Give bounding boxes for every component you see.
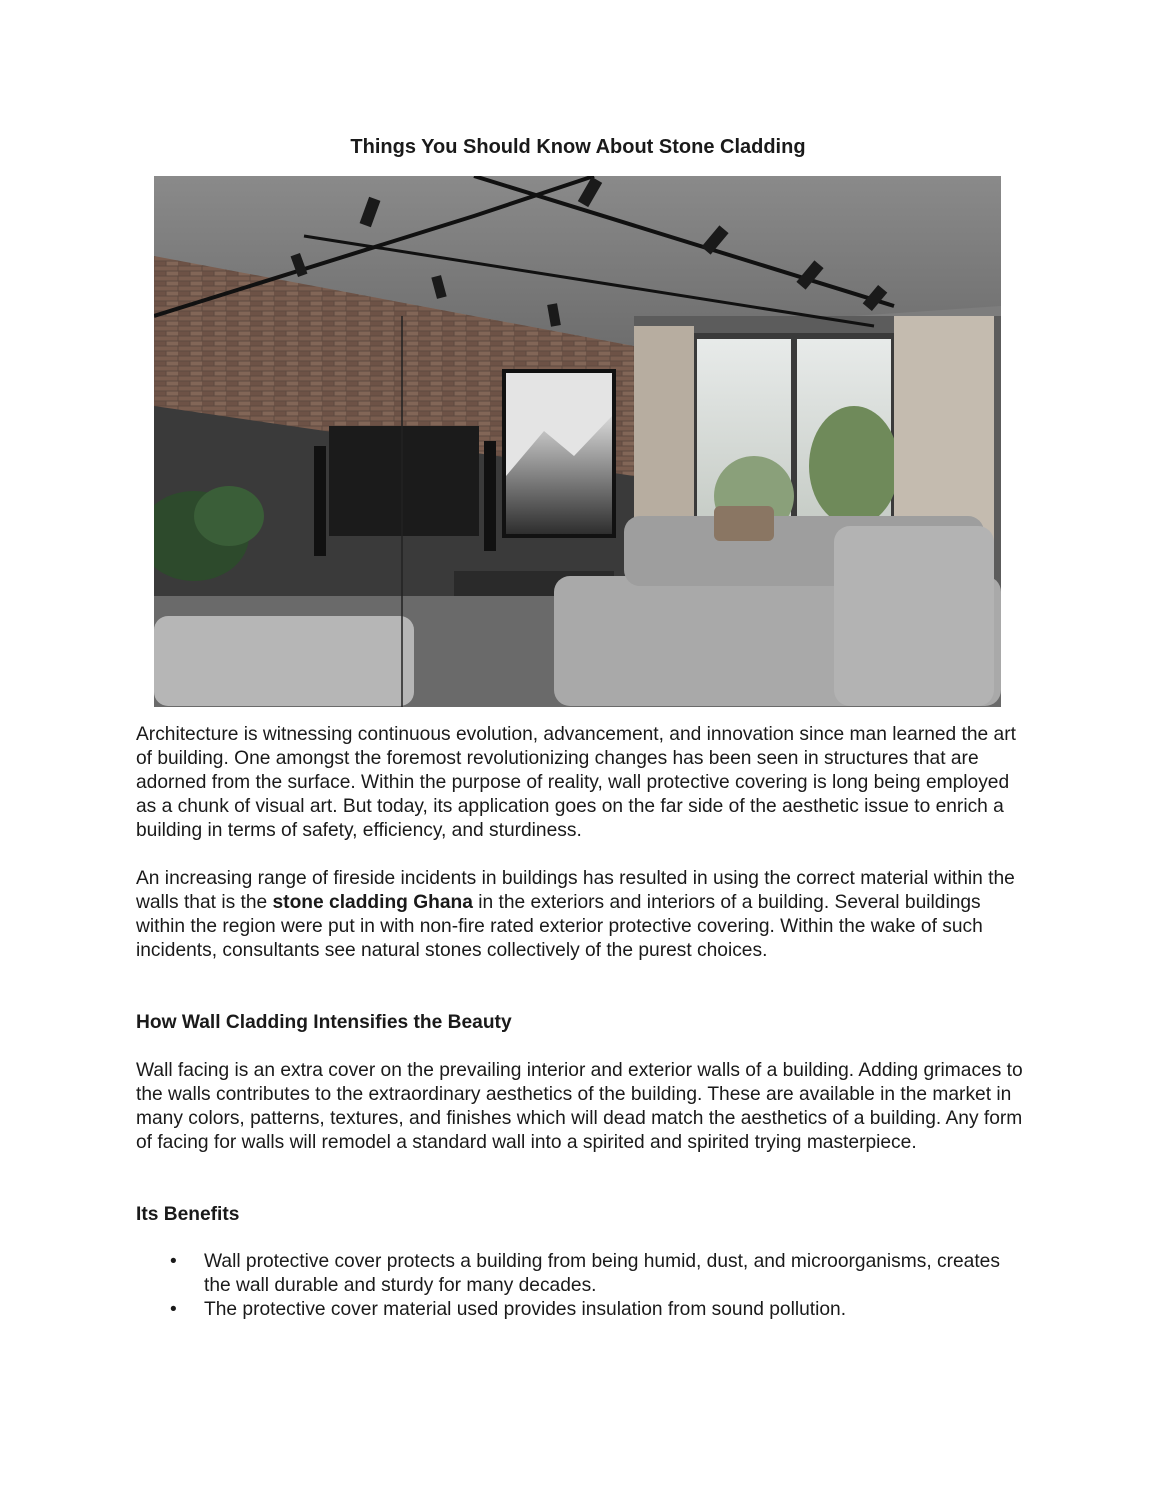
paragraph-fire-incidents xyxy=(136,867,1026,963)
heading-benefits: Its Benefits xyxy=(136,1204,240,1225)
living-room-illustration xyxy=(154,176,1001,707)
page-title: Things You Should Know About Stone Cladding xyxy=(350,136,806,158)
paragraph-2-after: in the exteriors and interiors of a building. Several buildings within the region were put in with non-fire rated exterior protective covering. Within the wake of such incidents, consultants see natural stones collectively of the purest choices. xyxy=(136,892,983,961)
bullet-icon: • xyxy=(170,1251,177,1272)
paragraph-wall-facing: Wall facing is an extra cover on the prevailing interior and exterior walls of a building. Adding grimaces to the walls contributes to the extraordinary aesthetics of the building. These are available in the market in many colors, patterns, textures, and finishes which will dead match the aesthetics of a building. Any form of facing for walls will remodel a standard wall into a spirited and spirited trying masterpiece. xyxy=(136,1060,1023,1153)
paragraph-2-before: An increasing range of fireside incidents in buildings has resulted in using the correct material within the walls that is the xyxy=(136,868,1015,913)
hero-image xyxy=(154,176,1001,707)
list-item xyxy=(136,1250,1026,1298)
list-item-text: The protective cover material used provides insulation from sound pollution. xyxy=(204,1299,847,1320)
heading-wall-cladding-beauty: How Wall Cladding Intensifies the Beauty xyxy=(136,1012,512,1033)
bullet-icon: • xyxy=(170,1299,177,1320)
list-item xyxy=(136,1298,1026,1322)
paragraph-intro: Architecture is witnessing continuous evolution, advancement, and innovation since man learned the art of building. One amongst the foremost revolutionizing changes has been seen in structures that are adorned from the surface. Within the purpose of reality, wall protective covering is long being employed as a chunk of visual art. But today, its application goes on the far side of the aesthetic issue to enrich a building in terms of safety, efficiency, and sturdiness. xyxy=(136,724,1016,841)
benefits-list xyxy=(136,1250,1026,1322)
stone-cladding-keyword: stone cladding Ghana xyxy=(272,892,473,913)
list-item-text: Wall protective cover protects a building from being humid, dust, and microorganisms, creates the wall durable and sturdy for many decades. xyxy=(204,1251,1000,1296)
